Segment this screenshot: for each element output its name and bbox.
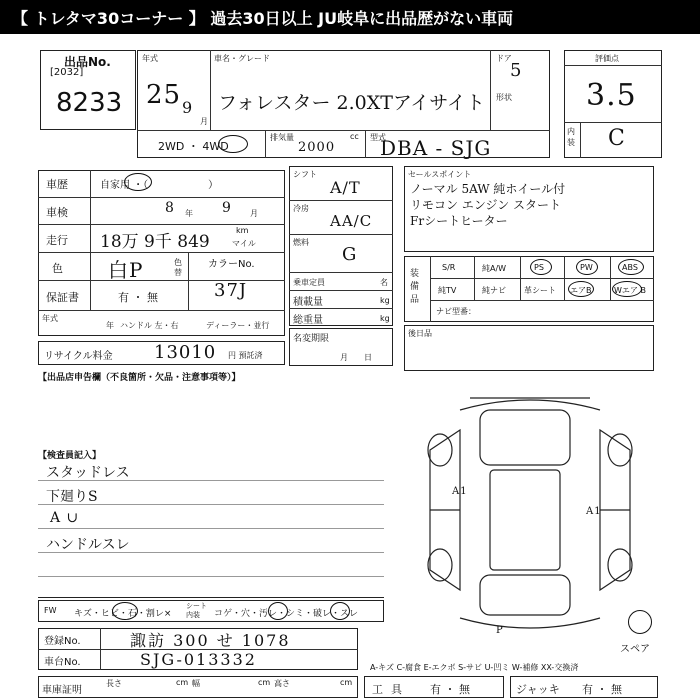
year-label: 年式	[142, 54, 158, 63]
garage-length: 長さ	[106, 679, 122, 688]
sales-line-2: リモコン エンジン スタート	[410, 198, 562, 212]
interior-value: C	[608, 126, 626, 151]
equip-circle-wairbag	[612, 281, 642, 297]
garage-cm-2: cm	[258, 678, 271, 687]
load-label: 積載量	[293, 297, 323, 308]
spare-label: スペア	[620, 644, 650, 655]
shape-label: 形状	[496, 93, 512, 102]
recycle-label: リサイクル料金	[44, 351, 113, 362]
chassis-value: SJG-013332	[140, 650, 257, 669]
name-label: 車名・グレード	[214, 54, 270, 63]
warranty-label: 保証書	[46, 291, 79, 304]
inspection-label: 車検	[46, 206, 68, 219]
mile-unit: マイル	[232, 239, 256, 248]
month-value: 9	[182, 98, 194, 117]
condition-items2: コゲ・穴・汚レ・シミ・破レ・スレ	[214, 609, 359, 619]
ac-value: AA/C	[330, 212, 373, 230]
color-label: 色	[52, 262, 63, 275]
first-reg-label: 年式	[42, 314, 58, 323]
deadline-unit: 月日	[340, 353, 388, 362]
history-circle	[124, 173, 152, 191]
sales-line-1: ノーマル 5AW 純ホイール付	[410, 182, 566, 196]
gross-label: 総重量	[293, 315, 323, 326]
mileage-label: 走行	[46, 234, 68, 247]
condition-fw: FW	[44, 606, 57, 615]
equip-aw: 純A/W	[482, 264, 507, 273]
ac-label: 冷房	[293, 204, 309, 213]
inspection-month: 9	[222, 200, 232, 216]
color-change-label: 色替	[174, 258, 182, 277]
equip-sr: S/R	[442, 263, 456, 272]
drive-circle	[218, 135, 248, 153]
wheel-fl	[428, 434, 452, 466]
warranty-value: 有 ・ 無	[118, 291, 158, 304]
inspection-year-unit: 年	[185, 209, 193, 218]
garage-label: 車庫証明	[42, 685, 82, 696]
model-value: DBA - SJG	[380, 136, 492, 160]
inspector-note-1: スタッドレス	[46, 465, 130, 481]
equip-ps: PS	[534, 263, 544, 272]
after-box	[404, 325, 654, 371]
capacity-label: 乗車定員	[293, 278, 325, 287]
tools-label: 工具	[372, 683, 410, 696]
recycle-value: 13010	[154, 342, 217, 363]
mileage-value: 18万 9千 849	[100, 232, 210, 252]
displacement-value: 2000	[298, 140, 336, 155]
inspection-month-unit: 月	[250, 209, 258, 218]
after-label: 後日品	[408, 329, 432, 338]
seller-label: 【出品店申告欄（不良箇所・欠品・注意事項等）】	[38, 373, 241, 383]
car-diagram	[400, 390, 660, 640]
garage-cm-1: cm	[176, 678, 189, 687]
condition-seat: シート内装	[186, 602, 207, 619]
lot-number: 8233	[56, 88, 123, 118]
displacement-label: 排気量	[270, 133, 294, 142]
equip-circle-pw	[576, 259, 598, 275]
recycle-unit: 円 預託済	[228, 351, 263, 360]
equip-circle-ps	[530, 259, 552, 275]
door-label: ドア	[496, 54, 512, 63]
handle-label: ハンドル 左・右	[120, 321, 179, 330]
banner-title: 【 トレタマ30コーナー 】 過去30日以上 JU岐阜に出品歴がない車両	[0, 0, 700, 34]
jack-value: 有 ・ 無	[582, 683, 622, 696]
front-bumper	[460, 400, 600, 410]
fuel-label: 燃料	[293, 238, 309, 247]
first-reg-year: 年	[106, 321, 114, 330]
sales-label: セールスポイント	[408, 170, 472, 179]
interior-label: 内装	[567, 127, 575, 147]
tools-value: 有 ・ 無	[430, 683, 470, 696]
deadline-label: 名変期限	[293, 334, 330, 344]
score-label: 評価点	[595, 54, 619, 63]
fuel-value: G	[342, 244, 358, 265]
condition-circle-3	[330, 602, 350, 620]
rear-bumper	[460, 618, 600, 628]
condition-circle-2	[268, 602, 288, 620]
color-value: 白P	[108, 258, 144, 282]
history-label: 車歴	[46, 178, 68, 191]
equip-navi: 純ナビ	[482, 286, 506, 295]
condition-items: キズ・ヒビ・石・割レ×	[74, 609, 172, 619]
km-unit: km	[236, 226, 249, 235]
history-value: 自家用 ・（ ）	[100, 180, 219, 191]
damage-a1-right: A1	[586, 506, 602, 517]
car-trunk	[480, 575, 570, 615]
inspector-note-2: 下廻りS	[46, 489, 98, 505]
condition-circle-1	[112, 602, 138, 620]
spare-circle	[628, 610, 652, 634]
month-unit: 月	[200, 117, 208, 126]
score-value: 3.5	[586, 78, 637, 113]
dealer-label: ディーラー・並行	[206, 321, 270, 330]
color-no-label: カラーNo.	[208, 259, 255, 270]
shift-label: シフト	[293, 170, 317, 179]
damage-p: P	[496, 625, 504, 636]
color-no-value: 37J	[214, 280, 248, 301]
model-label: 型式	[370, 133, 386, 142]
equip-leather: 革シート	[524, 286, 556, 295]
equip-tv: 純TV	[438, 286, 457, 295]
equip-circle-abs	[618, 259, 644, 275]
gross-unit: kg	[380, 314, 390, 323]
drive-options: 2WD ・ 4WD	[158, 140, 229, 153]
equip-wairbag: Wエア B	[614, 286, 646, 295]
jack-label: ジャッキ	[516, 683, 560, 696]
garage-height: 高さ	[274, 679, 290, 688]
damage-a1-left: A1	[452, 486, 468, 497]
year-value: 25	[146, 80, 182, 110]
name-value: フォレスター 2.0XTアイサイト	[218, 92, 485, 114]
equip-pw: PW	[580, 263, 593, 272]
inspection-year: 8	[165, 200, 175, 216]
lot-code: [2032]	[50, 67, 84, 78]
equip-circle-airbag	[568, 281, 594, 297]
sales-line-3: Frシートヒーター	[410, 214, 508, 228]
inspector-note-4: ハンドルスレ	[46, 537, 130, 553]
equip-airbag: エアB	[570, 286, 592, 295]
registration-value: 諏訪 300 せ 1078	[130, 631, 291, 650]
door-value: 5	[510, 60, 523, 81]
legend: A-キズ C-腐食 E-エクボ S-サビ U-凹ミ W-補修 XX-交換済	[370, 663, 579, 672]
equip-abs: ABS	[622, 263, 638, 272]
equipment-label: 装備品	[410, 269, 420, 305]
nav-model-label: ナビ型番：	[436, 307, 476, 316]
shift-value: A/T	[330, 178, 361, 197]
garage-cm-3: cm	[340, 678, 353, 687]
inspector-note-3: A ∪	[50, 510, 80, 526]
wheel-fr	[608, 434, 632, 466]
load-unit: kg	[380, 296, 390, 305]
car-roof	[490, 470, 560, 570]
garage-width: 幅	[192, 679, 200, 688]
car-hood	[480, 410, 570, 465]
inspector-label: 【検査員記入】	[38, 451, 102, 461]
lot-label: 出品No.	[64, 55, 111, 69]
capacity-unit: 名	[380, 278, 388, 287]
cc-unit: cc	[350, 132, 359, 141]
spec-box	[38, 170, 285, 336]
registration-label: 登録No.	[44, 636, 81, 647]
chassis-label: 車台No.	[44, 657, 81, 668]
